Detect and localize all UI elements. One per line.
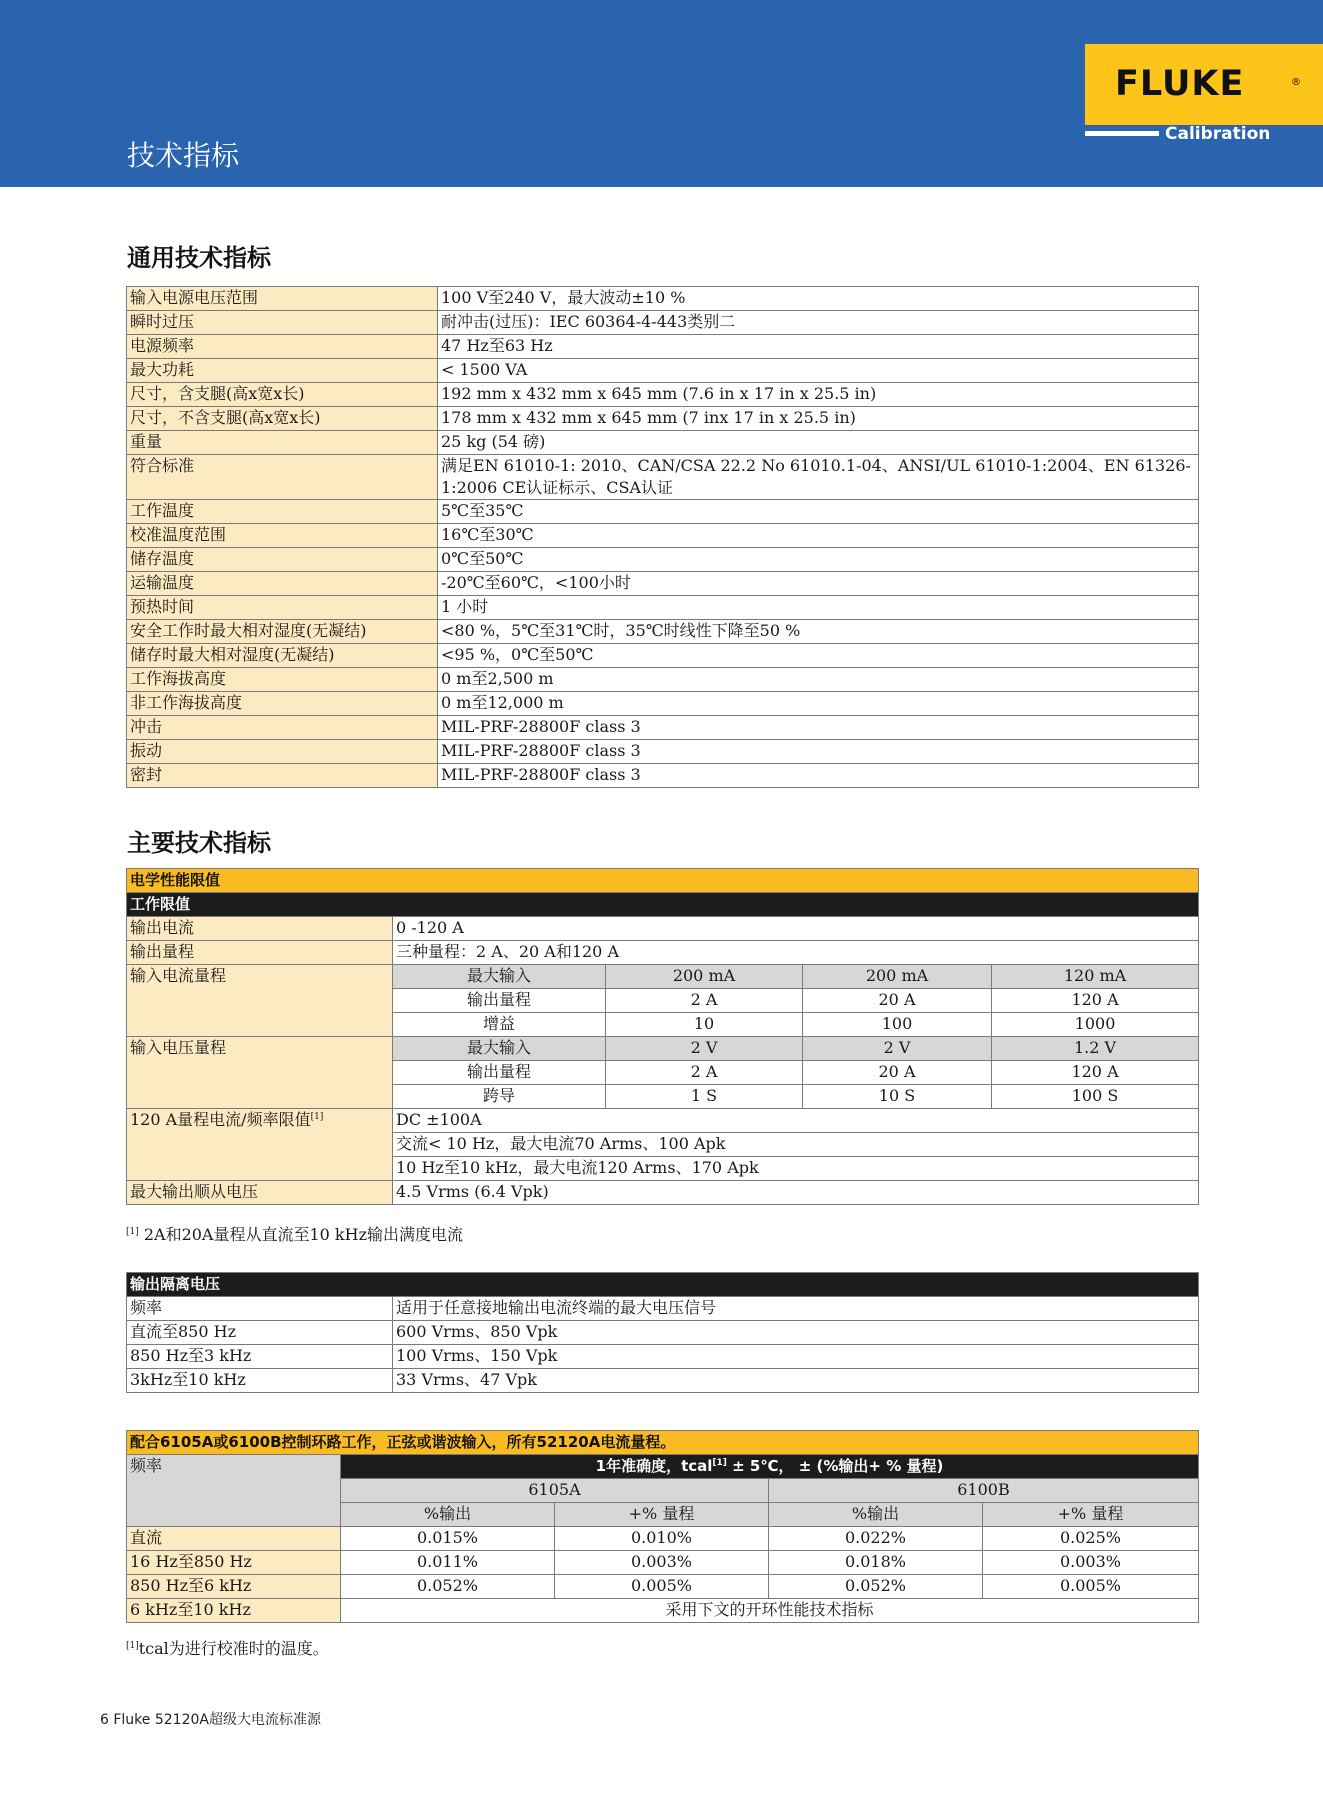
table-row [127,692,1199,716]
accuracy-value: 0.010% [555,1527,769,1551]
accuracy-row-label: 16 Hz至850 Hz [127,1551,341,1575]
accuracy-row-label: 6 kHz至10 kHz [127,1599,341,1623]
input-voltage-cell: 10 S [803,1085,992,1109]
table-row [127,1345,1199,1369]
general-specs-heading: 通用技术指标 [127,244,271,272]
spec-label: 尺寸，不含支腿(高x宽x长) [127,407,438,431]
spec-value: 耐冲击(过压)：IEC 60364-4-443类别二 [438,311,1199,335]
current-frequency-limit-value: DC ±100A [393,1109,1199,1133]
table-row [127,668,1199,692]
table-row [127,716,1199,740]
accuracy-value: 0.052% [769,1575,983,1599]
logo-underline-bar [1085,131,1159,136]
table-row [127,548,1199,572]
input-current-cell: 120 A [992,989,1199,1013]
input-voltage-cell: 120 A [992,1061,1199,1085]
input-voltage-cell: 1.2 V [992,1037,1199,1061]
table-row [127,455,1199,500]
input-voltage-cell: 跨导 [393,1085,606,1109]
input-current-cell: 1000 [992,1013,1199,1037]
footnote-ref: [1] [712,1458,727,1468]
spec-value: 0℃至50℃ [438,548,1199,572]
spec-value: 100 V至240 V，最大波动±10 % [438,287,1199,311]
accuracy-value: 0.025% [983,1527,1199,1551]
accuracy-header [341,1455,1199,1479]
current-frequency-limit-label [127,1109,393,1181]
general-specs-table [126,286,1199,788]
page-title: 技术指标 [127,139,240,172]
spec-label: 工作温度 [127,500,438,524]
input-current-cell: 增益 [393,1013,606,1037]
fluke-logo [1085,44,1323,125]
isolation-value: 600 Vrms、850 Vpk [393,1321,1199,1345]
spec-label: 密封 [127,764,438,788]
spec-value: MIL-PRF-28800F class 3 [438,716,1199,740]
operating-limits-band: 工作限值 [127,893,1199,917]
table-row [127,740,1199,764]
col-percent-output: %输出 [341,1503,555,1527]
spec-label: 非工作海拔高度 [127,692,438,716]
input-voltage-cell: 2 A [606,1061,803,1085]
table-row [127,644,1199,668]
spec-value: 满足EN 61010-1: 2010、CAN/CSA 22.2 No 61010.1-04、ANSI/UL 61010-1:2004、EN 61326-1:2006 CE认证标示、CSA认证 [438,455,1199,500]
spec-label: 储存时最大相对湿度(无凝结) [127,644,438,668]
input-voltage-cell: 输出量程 [393,1061,606,1085]
input-current-cell: 120 mA [992,965,1199,989]
table-row [127,1575,1199,1599]
isolation-value: 33 Vrms、47 Vpk [393,1369,1199,1393]
spec-label: 冲击 [127,716,438,740]
spec-value: 5℃至35℃ [438,500,1199,524]
isolation-voltage-table [126,1272,1199,1393]
footnote-2 [126,1636,329,1659]
main-specs-heading: 主要技术指标 [127,829,271,857]
footnote-mark: [1] [126,1641,139,1651]
input-current-cell: 最大输入 [393,965,606,989]
spec-label: 振动 [127,740,438,764]
footnote-mark: [1] [126,1227,139,1237]
compliance-voltage-label: 最大输出顺从电压 [127,1181,393,1205]
electrical-limits-band: 电学性能限值 [127,869,1199,893]
col-percent-range: +% 量程 [983,1503,1199,1527]
table-row [127,359,1199,383]
table-row [127,1297,1199,1321]
current-frequency-limit-text: 120 A量程电流/频率限值 [130,1110,311,1129]
spec-label: 输入电源电压范围 [127,287,438,311]
table-row [127,1369,1199,1393]
isolation-label: 频率 [127,1297,393,1321]
input-current-cell: 200 mA [803,965,992,989]
accuracy-row-note: 采用下文的开环性能技术指标 [341,1599,1199,1623]
input-voltage-cell: 2 V [803,1037,992,1061]
spec-value: < 1500 VA [438,359,1199,383]
isolation-value: 100 Vrms、150 Vpk [393,1345,1199,1369]
input-voltage-cell: 最大输入 [393,1037,606,1061]
table-row [127,287,1199,311]
accuracy-value: 0.015% [341,1527,555,1551]
spec-label: 瞬时过压 [127,311,438,335]
col-percent-output: %输出 [769,1503,983,1527]
frequency-header: 频率 [127,1455,341,1527]
accuracy-value: 0.018% [769,1551,983,1575]
logo-subtitle: Calibration [1165,124,1271,144]
table-row [127,311,1199,335]
spec-value: 0 m至2,500 m [438,668,1199,692]
input-current-cell: 20 A [803,989,992,1013]
accuracy-value: 0.003% [555,1551,769,1575]
model-6100b-header: 6100B [769,1479,1199,1503]
spec-value: 25 kg (54 磅) [438,431,1199,455]
spec-label: 最大功耗 [127,359,438,383]
accuracy-row-label: 直流 [127,1527,341,1551]
output-current-value: 0 -120 A [393,917,1199,941]
spec-label: 重量 [127,431,438,455]
spec-value: MIL-PRF-28800F class 3 [438,764,1199,788]
input-voltage-label: 输入电压量程 [127,1037,393,1109]
input-current-label: 输入电流量程 [127,965,393,1037]
spec-label: 安全工作时最大相对湿度(无凝结) [127,620,438,644]
accuracy-value: 0.022% [769,1527,983,1551]
accuracy-value: 0.005% [555,1575,769,1599]
accuracy-value: 0.005% [983,1575,1199,1599]
input-current-cell: 输出量程 [393,989,606,1013]
spec-label: 符合标准 [127,455,438,500]
spec-label: 电源频率 [127,335,438,359]
table-row [127,500,1199,524]
table-row [127,572,1199,596]
spec-label: 运输温度 [127,572,438,596]
table-row [127,1527,1199,1551]
table-row [127,1551,1199,1575]
accuracy-band: 配合6105A或6100B控制环路工作，正弦或谐波输入，所有52120A电流量程。 [127,1431,1199,1455]
compliance-voltage-value: 4.5 Vrms (6.4 Vpk) [393,1181,1199,1205]
col-percent-range: +% 量程 [555,1503,769,1527]
electrical-limits-table [126,868,1199,1205]
accuracy-value: 0.052% [341,1575,555,1599]
table-row [127,596,1199,620]
spec-value: 0 m至12,000 m [438,692,1199,716]
accuracy-value: 0.003% [983,1551,1199,1575]
input-current-cell: 200 mA [606,965,803,989]
table-row [127,335,1199,359]
input-voltage-cell: 20 A [803,1061,992,1085]
footnote-ref: [1] [310,1112,324,1122]
logo-registered-mark: ® [1291,77,1301,88]
spec-value: 47 Hz至63 Hz [438,335,1199,359]
output-current-label: 输出电流 [127,917,393,941]
current-frequency-limit-value: 交流< 10 Hz，最大电流70 Arms、100 Apk [393,1133,1199,1157]
table-row [127,1321,1199,1345]
accuracy-row-label: 850 Hz至6 kHz [127,1575,341,1599]
input-voltage-cell: 2 V [606,1037,803,1061]
table-row [127,383,1199,407]
table-row [127,524,1199,548]
table-row [127,764,1199,788]
isolation-label: 直流至850 Hz [127,1321,393,1345]
accuracy-header-text: 1年准确度，tcal [595,1457,713,1475]
footnote-text: tcal为进行校准时的温度。 [138,1639,329,1658]
accuracy-header-tail: ± 5℃， ± (%输出+ % 量程) [726,1457,944,1475]
spec-value: 192 mm x 432 mm x 645 mm (7.6 in x 17 in x 25.5 in) [438,383,1199,407]
input-current-cell: 2 A [606,989,803,1013]
isolation-label: 3kHz至10 kHz [127,1369,393,1393]
spec-label: 尺寸，含支腿(高x宽x长) [127,383,438,407]
output-range-label: 输出量程 [127,941,393,965]
input-current-cell: 100 [803,1013,992,1037]
spec-label: 工作海拔高度 [127,668,438,692]
isolation-voltage-band: 输出隔离电压 [127,1273,1199,1297]
spec-value: <95 %，0℃至50℃ [438,644,1199,668]
page-footer: 6 Fluke 52120A超级大电流标准源 [100,1712,321,1728]
spec-label: 储存温度 [127,548,438,572]
input-current-cell: 10 [606,1013,803,1037]
spec-value: -20℃至60℃，<100小时 [438,572,1199,596]
input-voltage-cell: 1 S [606,1085,803,1109]
spec-label: 预热时间 [127,596,438,620]
spec-value: MIL-PRF-28800F class 3 [438,740,1199,764]
isolation-label: 850 Hz至3 kHz [127,1345,393,1369]
isolation-value: 适用于任意接地输出电流终端的最大电压信号 [393,1297,1199,1321]
output-range-value: 三种量程：2 A、20 A和120 A [393,941,1199,965]
accuracy-value: 0.011% [341,1551,555,1575]
input-voltage-cell: 100 S [992,1085,1199,1109]
footnote-text: 2A和20A量程从直流至10 kHz输出满度电流 [138,1225,464,1244]
table-row [127,407,1199,431]
table-row [127,431,1199,455]
spec-value: 1 小时 [438,596,1199,620]
current-frequency-limit-value: 10 Hz至10 kHz，最大电流120 Arms、170 Apk [393,1157,1199,1181]
spec-value: <80 %，5℃至31℃时，35℃时线性下降至50 % [438,620,1199,644]
table-row [127,620,1199,644]
spec-value: 16℃至30℃ [438,524,1199,548]
footnote-1 [126,1222,463,1245]
spec-value: 178 mm x 432 mm x 645 mm (7 inx 17 in x 25.5 in) [438,407,1199,431]
spec-label: 校准温度范围 [127,524,438,548]
accuracy-table [126,1430,1199,1623]
model-6105a-header: 6105A [341,1479,769,1503]
logo-wordmark: FLUKE [1115,64,1245,104]
